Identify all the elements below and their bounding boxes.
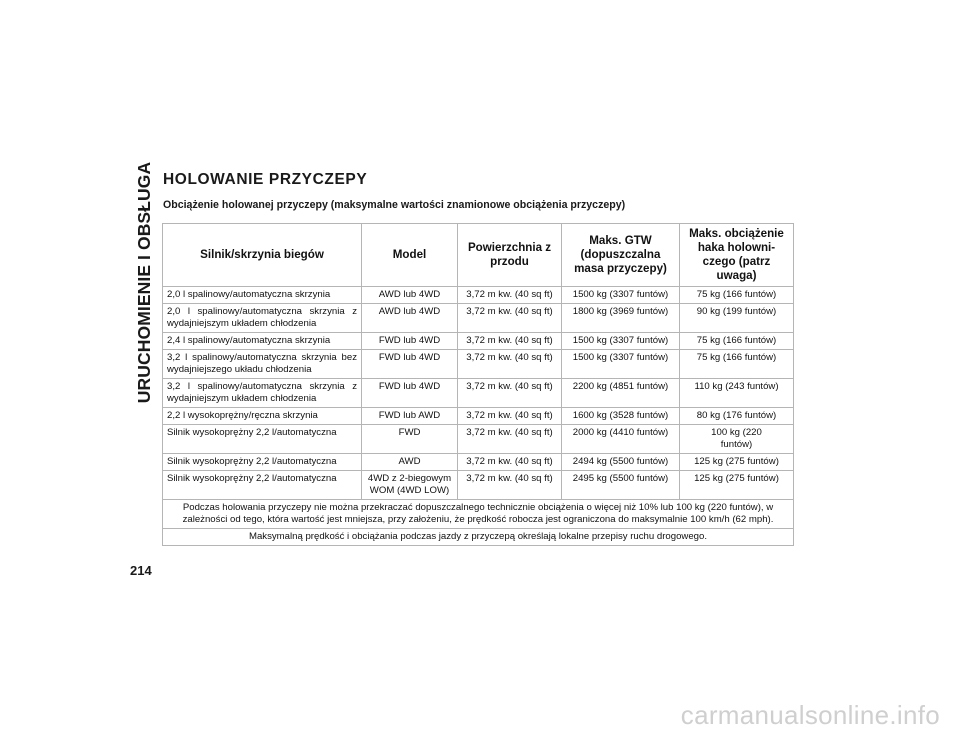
cell-model: AWD lub 4WD [362,287,458,304]
cell-frontal-area: 3,72 m kw. (40 sq ft) [458,454,562,471]
header-engine-transmission: Silnik/skrzynia biegów [163,224,362,287]
cell-engine: 2,0 l spalinowy/automatyczna skrzynia [163,287,362,304]
cell-model: FWD [362,425,458,454]
table-header-row [163,224,794,287]
cell-model: AWD lub 4WD [362,304,458,333]
towing-capacity-table [162,223,794,546]
cell-tongue-weight: 100 kg (220 funtów) [680,425,794,454]
cell-engine: Silnik wysokoprężny 2,2 l/automatyczna [163,425,362,454]
cell-tongue-weight: 75 kg (166 funtów) [680,287,794,304]
cell-engine: 3,2 l spalinowy/automatyczna skrzynia z wydajniejszym układem chłodzenia [163,379,362,408]
table-body [163,287,794,546]
header-frontal-area: Powierzchnia z przodu [458,224,562,287]
table-note-row [163,500,794,529]
cell-frontal-area: 3,72 m kw. (40 sq ft) [458,304,562,333]
table-row [163,350,794,379]
cell-tongue-weight: 110 kg (243 funtów) [680,379,794,408]
cell-max-gtw: 1500 kg (3307 funtów) [562,287,680,304]
chapter-side-tab-label: URUCHOMIENIE I OBSŁUGA [134,161,155,404]
cell-engine: 2,4 l spalinowy/automatyczna skrzynia [163,333,362,350]
cell-max-gtw: 2200 kg (4851 funtów) [562,379,680,408]
cell-tongue-weight: 75 kg (166 funtów) [680,350,794,379]
cell-tongue-weight: 80 kg (176 funtów) [680,408,794,425]
table-row [163,379,794,408]
cell-max-gtw: 1600 kg (3528 funtów) [562,408,680,425]
cell-model: FWD lub AWD [362,408,458,425]
cell-max-gtw: 2494 kg (5500 funtów) [562,454,680,471]
table-row [163,471,794,500]
header-max-gtw: Maks. GTW (dopuszczalna masa przyczepy) [562,224,680,287]
table-note-row [163,529,794,546]
cell-frontal-area: 3,72 m kw. (40 sq ft) [458,350,562,379]
cell-model: FWD lub 4WD [362,350,458,379]
section-subtitle: Obciążenie holowanej przyczepy (maksymalne wartości znamionowe obciążenia przyczepy) [163,199,626,211]
table-row [163,333,794,350]
chapter-side-tab [132,160,158,405]
cell-engine: 3,2 l spalinowy/automatyczna skrzynia bez wydajniejszego układu chłodzenia [163,350,362,379]
page-number: 214 [130,563,152,578]
cell-model: FWD lub 4WD [362,333,458,350]
table-row [163,287,794,304]
cell-engine: 2,2 l wysokoprężny/ręczna skrzynia [163,408,362,425]
cell-max-gtw: 1800 kg (3969 funtów) [562,304,680,333]
cell-frontal-area: 3,72 m kw. (40 sq ft) [458,425,562,454]
table-note: Maksymalną prędkość i obciążania podczas jazdy z przyczepą określają lokalne przepisy ruchu drogowego. [163,529,794,546]
header-max-tongue-weight: Maks. obciążenie haka holowni-czego (patrz uwaga) [680,224,794,287]
cell-tongue-weight: 125 kg (275 funtów) [680,454,794,471]
cell-model: 4WD z 2-biegowym WOM (4WD LOW) [362,471,458,500]
section-title: HOLOWANIE PRZYCZEPY [163,171,368,188]
watermark: carmanualsonline.info [680,700,940,730]
cell-tongue-weight: 75 kg (166 funtów) [680,333,794,350]
cell-frontal-area: 3,72 m kw. (40 sq ft) [458,408,562,425]
table-header [163,224,794,287]
cell-model: AWD [362,454,458,471]
table-row [163,454,794,471]
cell-model: FWD lub 4WD [362,379,458,408]
table-row [163,408,794,425]
cell-max-gtw: 1500 kg (3307 funtów) [562,333,680,350]
table-note: Podczas holowania przyczepy nie można przekraczać dopuszczalnego technicznie obciążenia o więcej niż 10% lub 100 kg (220 funtów), w zależności od tego, która wartość jest mniejsza, przy założeniu, że prędkość robocza jest ograniczona do maksymalnie 100 km/h (62 mph). [163,500,794,529]
table-row [163,304,794,333]
cell-frontal-area: 3,72 m kw. (40 sq ft) [458,333,562,350]
header-model: Model [362,224,458,287]
cell-max-gtw: 2495 kg (5500 funtów) [562,471,680,500]
cell-frontal-area: 3,72 m kw. (40 sq ft) [458,471,562,500]
cell-engine: 2,0 l spalinowy/automatyczna skrzynia z wydajniejszym układem chłodzenia [163,304,362,333]
cell-max-gtw: 2000 kg (4410 funtów) [562,425,680,454]
cell-frontal-area: 3,72 m kw. (40 sq ft) [458,287,562,304]
cell-engine: Silnik wysokoprężny 2,2 l/automatyczna [163,454,362,471]
cell-engine: Silnik wysokoprężny 2,2 l/automatyczna [163,471,362,500]
cell-tongue-weight: 90 kg (199 funtów) [680,304,794,333]
cell-max-gtw: 1500 kg (3307 funtów) [562,350,680,379]
table-row [163,425,794,454]
cell-tongue-weight: 125 kg (275 funtów) [680,471,794,500]
cell-frontal-area: 3,72 m kw. (40 sq ft) [458,379,562,408]
